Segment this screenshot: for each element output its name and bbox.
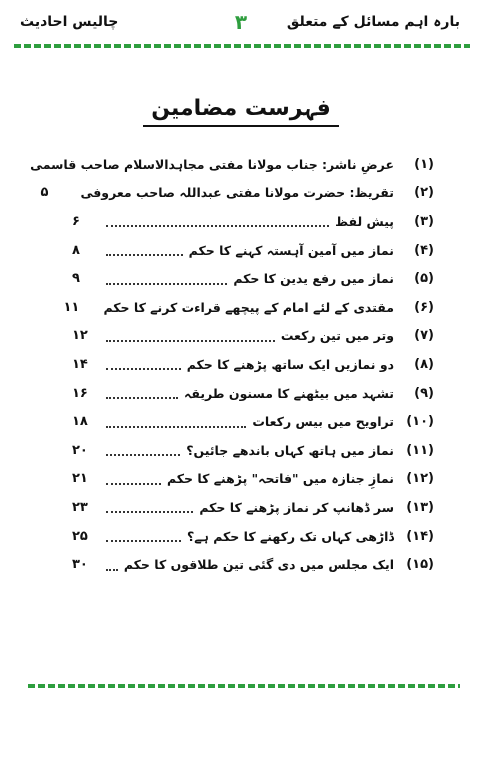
toc-entry-number: (۱۰) xyxy=(406,414,434,430)
toc-leader-dots xyxy=(106,244,183,256)
toc-entry-page: ۶ xyxy=(72,213,80,229)
table-of-contents xyxy=(30,150,434,579)
toc-entry-page: ۱۸ xyxy=(72,414,88,430)
toc-entry[interactable] xyxy=(72,264,434,293)
toc-leader-dots xyxy=(106,501,193,513)
toc-leader-dots xyxy=(106,215,329,227)
toc-entry-title: دو نمازیں ایک ساتھ پڑھنے کا حکم xyxy=(186,356,394,372)
toc-entry[interactable] xyxy=(72,236,434,265)
toc-entry-page: ۱۴ xyxy=(72,356,88,372)
toc-entry-title: تراویح میں بیس رکعات xyxy=(252,414,394,430)
toc-entry[interactable] xyxy=(30,150,434,179)
toc-entry-number: (۳) xyxy=(414,213,434,229)
toc-entry-title: تقریظ: حضرت مولانا مفتی عبداللہ صاحب معروفی xyxy=(80,185,394,201)
toc-leader-dots xyxy=(106,330,275,342)
toc-entry-page: ۲۰ xyxy=(72,442,88,458)
toc-entry-page: ۹ xyxy=(72,271,80,287)
toc-entry-title: پیش لفظ xyxy=(335,213,394,229)
toc-entry-number: (۱۲) xyxy=(406,471,434,487)
toc-entry[interactable] xyxy=(40,179,434,208)
toc-leader-dots xyxy=(106,473,161,485)
toc-entry-page: ۱۱ xyxy=(63,299,80,315)
toc-entry-number: (۱۱) xyxy=(406,442,434,458)
toc-entry[interactable] xyxy=(72,379,434,408)
toc-entry-page: ۲۱ xyxy=(72,471,88,487)
header-book-title: چالیس احادیث xyxy=(20,14,119,30)
toc-entry[interactable] xyxy=(72,407,434,436)
toc-entry-number: (۹) xyxy=(414,385,434,401)
toc-entry-title: نماز میں رفع یدین کا حکم xyxy=(233,271,394,287)
toc-leader-dots xyxy=(106,530,181,542)
toc-entry-title: مقتدی کے لئے امام کے پیچھے قراءت کرنے کا حکم xyxy=(103,299,394,315)
toc-entry-title: سر ڈھانپ کر نماز پڑھنے کا حکم xyxy=(199,499,394,515)
page-title-wrap xyxy=(0,96,482,127)
top-divider xyxy=(14,44,470,48)
toc-entry-number: (۱۳) xyxy=(406,499,434,515)
toc-leader-dots xyxy=(106,416,246,428)
toc-entry-title: نمازِ جنازہ میں "فاتحہ" پڑھنے کا حکم xyxy=(166,471,394,487)
toc-entry-page: ۲۳ xyxy=(72,499,88,515)
bottom-divider xyxy=(28,684,460,688)
toc-entry-number: (۱۴) xyxy=(406,528,434,544)
toc-entry-page: ۱۲ xyxy=(72,328,88,344)
toc-entry-title: نماز میں ہاتھ کہاں باندھے جائیں؟ xyxy=(186,442,394,458)
page-title: فہرست مضامین xyxy=(143,96,339,127)
toc-entry-number: (۴) xyxy=(414,242,434,258)
toc-entry[interactable] xyxy=(72,465,434,494)
toc-entry-title: نماز میں آمین آہستہ کہنے کا حکم xyxy=(188,242,394,258)
toc-entry-number: (۵) xyxy=(414,271,434,287)
toc-leader-dots xyxy=(106,273,227,285)
toc-leader-dots xyxy=(106,387,178,399)
toc-entry[interactable] xyxy=(72,493,434,522)
toc-entry-title: ڈاڑھی کہاں تک رکھنے کا حکم ہے؟ xyxy=(186,528,394,544)
header-book-subtitle: بارہ اہم مسائل کے متعلق xyxy=(286,14,460,30)
toc-entry[interactable] xyxy=(72,436,434,465)
header-page-number: ۳ xyxy=(234,10,248,34)
toc-entry-title: تشہد میں بیٹھنے کا مسنون طریقہ xyxy=(184,385,394,401)
toc-entry-page: ۲۵ xyxy=(72,528,88,544)
toc-entry-page: ۸ xyxy=(72,242,80,258)
toc-entry[interactable] xyxy=(72,350,434,379)
toc-entry[interactable] xyxy=(72,522,434,551)
toc-entry-page: ۳۰ xyxy=(72,557,88,573)
toc-entry[interactable] xyxy=(72,550,434,579)
toc-entry-title: عرضِ ناشر: جناب مولانا مفتی مجاہدالاسلام صاحب قاسمی xyxy=(30,156,394,172)
toc-leader-dots xyxy=(106,358,181,370)
toc-entry-title: ایک مجلس میں دی گئی تین طلاقوں کا حکم xyxy=(123,557,394,573)
toc-entry-page: ۵ xyxy=(40,185,49,201)
toc-entry-number: (۷) xyxy=(414,328,434,344)
toc-entry-page xyxy=(0,157,18,172)
toc-leader-dots xyxy=(106,444,180,456)
toc-entry-page: ۱۶ xyxy=(72,385,88,401)
toc-entry-number: (۶) xyxy=(414,299,434,315)
toc-leader-dots xyxy=(106,559,118,571)
toc-entry[interactable] xyxy=(72,207,434,236)
toc-entry-number: (۲) xyxy=(414,185,434,201)
toc-entry-number: (۱۵) xyxy=(406,557,434,573)
toc-entry-title: وتر میں تین رکعت xyxy=(280,328,394,344)
page-header xyxy=(0,10,482,48)
toc-entry[interactable] xyxy=(63,293,434,322)
toc-entry-number: (۱) xyxy=(414,156,434,172)
toc-entry[interactable] xyxy=(72,322,434,351)
toc-entry-number: (۸) xyxy=(414,356,434,372)
